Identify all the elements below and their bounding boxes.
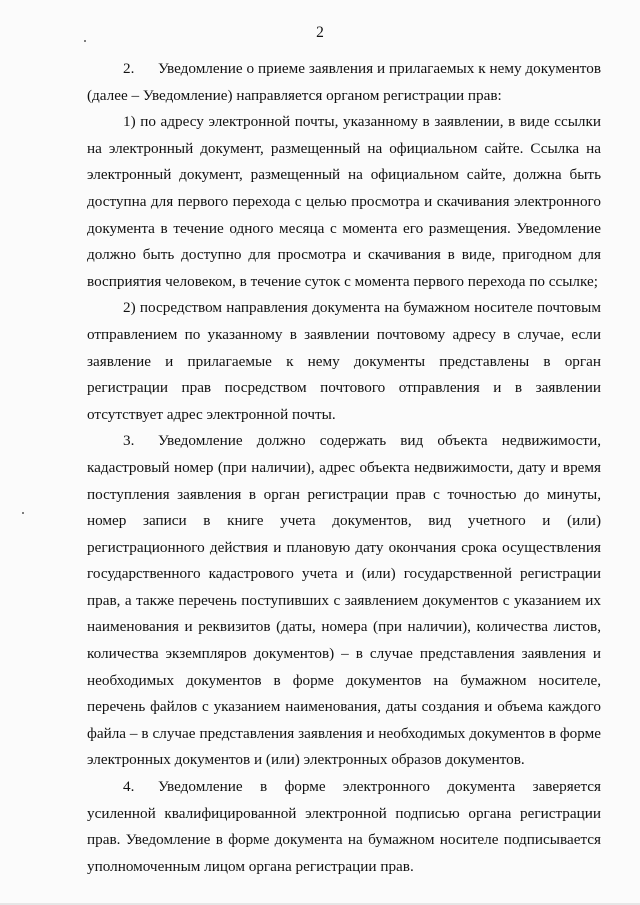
paragraph-number: 2. xyxy=(123,60,135,77)
paragraph-number: 4. xyxy=(123,778,135,796)
paragraph-text: Уведомление о приеме заявления и прилагаемых к нему документов (далее – Уведомление) направляется органом регистрации прав: xyxy=(87,60,601,104)
paragraph-text: Уведомление должно содержать вид объекта недвижимости, кадастровый номер (при наличии), адрес объекта недвижимости, дату и время поступления заявления в орган регистрации прав с точностью до минуты, номер записи в книге учета документов, вид учетного и (или) регистрационного действия и плановую дату окончания срока осуществления государственного кадастрового учета и (или) государственной регистрации прав, а также перечень поступивших с заявлением документов с указанием их наименования и реквизитов (даты, номера (при наличии), количества листов, количества экземпляров документов) – в случае представления заявления и необходимых документов в форме документов на бумажном носителе, перечень файлов с указанием наименования, даты создания и объема каждого файла – в случае представления заявления и необходимых документов в форме электронных документов и (или) электронных образов документов. xyxy=(87,432,601,769)
paragraph-text: 1) по адресу электронной почты, указанному в заявлении, в виде ссылки на электронный документ, размещенный на официальном сайте. Ссылка на электронный документ, размещенный на официальном сайте, должна быть доступна для первого перехода с целью просмотра и скачивания электронного документа в течение одного месяца с момента его размещения. Уведомление должно быть доступно для просмотра и скачивания в виде, пригодном для восприятия человеком, в течение суток с момента первого перехода по ссылке; xyxy=(87,113,601,290)
paragraph-4 xyxy=(87,774,601,880)
paragraph-2-item-1 xyxy=(87,109,601,295)
paragraph-text: Уведомление в форме электронного документа заверяется усиленной квалифицированной электронной подписью органа регистрации прав. Уведомление в форме документа на бумажном носителе подписывается уполномоченным лицом органа регистрации прав. xyxy=(87,778,601,875)
paragraph-3 xyxy=(87,428,601,774)
paragraph-2-item-2 xyxy=(87,295,601,428)
document-body xyxy=(87,56,601,880)
paragraph-2 xyxy=(87,56,601,109)
scan-speck xyxy=(22,512,24,514)
paragraph-number: 3. xyxy=(123,432,135,450)
page-number: 2 xyxy=(316,24,324,41)
scan-speck xyxy=(84,40,86,42)
paragraph-text: 2) посредством направления документа на бумажном носителе почтовым отправлением по указанному в заявлении почтовому адресу в случае, если заявление и прилагаемые к нему документы представлены в орган регистрации прав посредством почтового отправления и в заявлении отсутствует адрес электронной почты. xyxy=(87,299,601,423)
